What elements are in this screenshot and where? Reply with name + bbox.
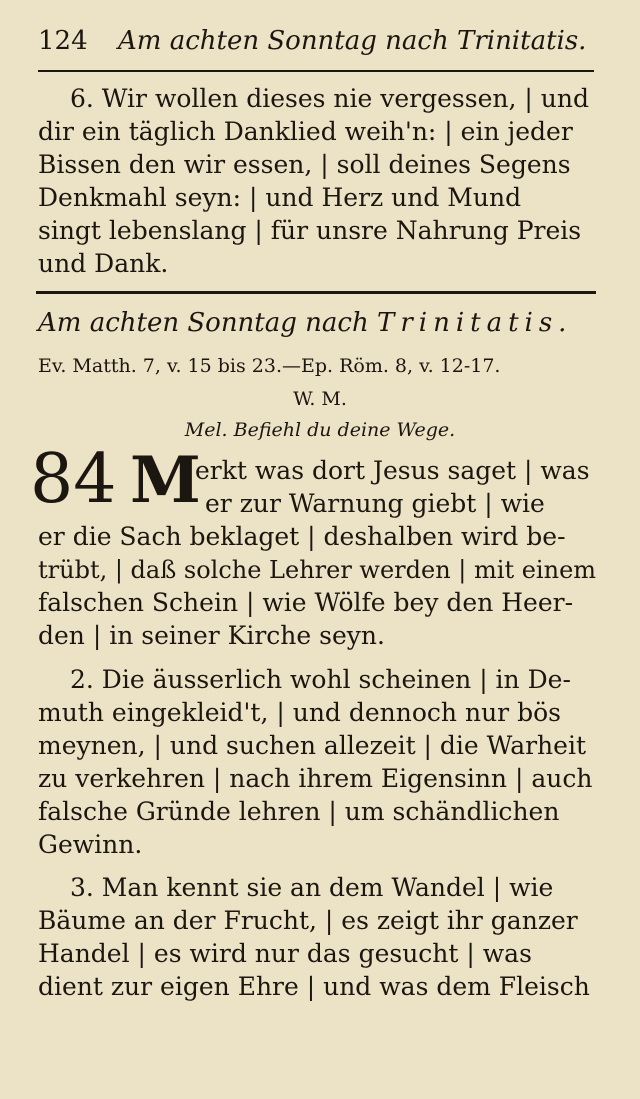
page-number: 124 <box>38 26 88 56</box>
text-line: meynen, | und suchen allezeit | die Warheit <box>38 731 586 760</box>
text-line: Handel | es wird nur das gesucht | was <box>38 939 532 968</box>
text-line: 2. Die äusserlich wohl scheinen | in De- <box>70 665 571 694</box>
meter-label: W. M. <box>293 388 347 410</box>
text-line: trübt, | daß solche Lehrer werden | mit einem <box>38 556 597 584</box>
text-line: zu verkehren | nach ihrem Eigensinn | auch <box>38 764 593 793</box>
text-line: dir ein täglich Danklied weih'n: | ein jeder <box>38 117 573 146</box>
text-line: er zur Warnung giebt | wie <box>205 489 545 518</box>
hymn-number: 84 <box>30 440 117 519</box>
text-line: falschen Schein | wie Wölfe bey den Heer- <box>38 588 574 617</box>
text-line: den | in seiner Kirche seyn. <box>38 621 385 650</box>
scripture-reference: Ev. Matth. 7, v. 15 bis 23.—Ep. Röm. 8, v. 12-17. <box>38 355 501 377</box>
header-rule <box>38 70 594 72</box>
text-line: muth eingekleid't, | und dennoch nur bös <box>38 698 561 727</box>
text-line: Gewinn. <box>38 830 143 859</box>
text-line: er die Sach beklaget | deshalben wird be- <box>38 522 566 551</box>
text-line: singt lebenslang | für unsre Nahrung Preis <box>38 216 582 245</box>
text-line: Denkmahl seyn: | und Herz und Mund <box>38 183 522 212</box>
section-title <box>38 308 572 338</box>
section-title-prefix: Am achten Sonntag nach <box>38 308 369 338</box>
running-head: Am achten Sonntag nach Trinitatis. <box>118 26 587 56</box>
drop-capital: M <box>130 443 201 518</box>
section-rule <box>36 291 596 294</box>
text-line: falsche Gründe lehren | um schändlichen <box>38 797 560 826</box>
text-line: und Dank. <box>38 249 169 278</box>
text-line: Bäume an der Frucht, | es zeigt ihr ganzer <box>38 906 578 935</box>
melody-label: Mel. Befiehl du deine Wege. <box>184 419 456 441</box>
text-line: dient zur eigen Ehre | und was dem Fleisch <box>38 972 590 1001</box>
text-line: erkt was dort Jesus saget | was <box>195 456 590 485</box>
text-line: 3. Man kennt sie an dem Wandel | wie <box>70 873 554 902</box>
page-header <box>38 26 598 66</box>
text-line: 6. Wir wollen dieses nie vergessen, | und <box>70 84 589 113</box>
text-line: Bissen den wir essen, | soll deines Segens <box>38 150 571 179</box>
section-title-word: Trinitatis. <box>376 308 573 338</box>
